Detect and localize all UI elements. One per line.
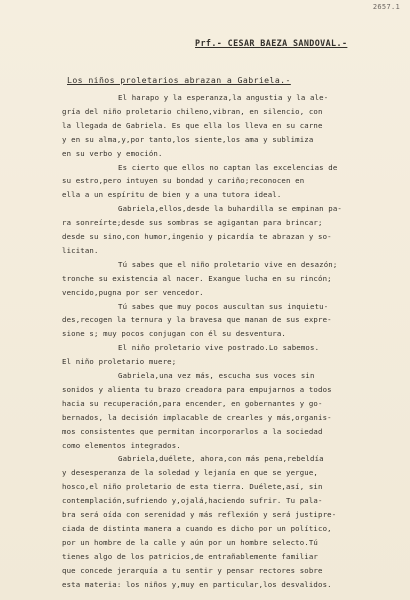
document-title: Los niños proletarios abrazan a Gabriela.- — [67, 75, 291, 85]
text-line: sione s; muy pocos conjugan con él su desventura. — [62, 329, 286, 339]
text-line: ciada de distinta manera a cuando es dicho por un político, — [62, 523, 332, 533]
text-line: desde su sino,con humor,ingenio y picardía te abrazan y so- — [62, 232, 332, 241]
text-line: hacia su recuperación,para encender, en gobernantes y go- — [62, 398, 323, 408]
text-line: por un hombre de la calle y aún por un hombre selecto.Tú — [62, 537, 318, 547]
text-line: ra sonreírte;desde sus sombras se agigantan para brincar; — [62, 218, 323, 228]
author-heading: Prf.- CESAR BAEZA SANDOVAL.- — [195, 38, 348, 48]
text-line: Gabriela,una vez más, escucha sus voces sin — [118, 371, 315, 380]
text-line: licitan. — [62, 245, 99, 255]
text-line: y en su alma,y,por tanto,los siente,los ama y sublimiza — [62, 134, 314, 144]
text-line: El harapo y la esperanza,la angustia y la ale- — [118, 93, 329, 102]
text-line: que concede jerarquía a tu sentir y pensar rectores sobre — [62, 565, 323, 575]
text-line: hosco,el niño proletario de esta tierra. Duélete,así, sin — [62, 482, 323, 492]
text-line: Gabriela,ellos,desde la buhardilla se empinan pa- — [118, 204, 342, 214]
text-line: El niño proletario vive postrado.Lo sabemos. — [118, 343, 320, 353]
text-line: en su verbo y emoción. — [62, 148, 163, 158]
text-line: des,recogen la ternura y la bravesa que manan de sus expre- — [62, 315, 332, 325]
text-line: su estro,pero intuyen su bondad y cariño;reconocen en — [62, 176, 305, 186]
text-line: gría del niño proletario chileno,vibran, en silencio, con — [62, 106, 323, 116]
text-line: vencido,pugna por ser vencedor. — [62, 287, 204, 297]
text-line: bra será oída con serenidad y más reflexión y será justipre- — [62, 510, 337, 519]
text-line: Gabriela,duélete, ahora,con más pena,rebeldía — [118, 454, 324, 464]
text-line: bernados, la decisión implacable de crearles y más,organis- — [62, 412, 332, 422]
text-line: Tú sabes que muy pocos auscultan sus inquietu- — [118, 301, 329, 311]
text-line: sonidos y alienta tu brazo creadora para empujarnos a todos — [62, 384, 332, 394]
text-line: y desesperanza de la soledad y lejanía en que se yergue, — [62, 468, 318, 478]
page-folio-number: 2657.1 — [372, 3, 400, 11]
text-line: tronche su existencia al nacer. Exangue lucha en su rincón; — [62, 273, 332, 283]
text-line: ella a un espíritu de bien y a una tutora ideal. — [62, 190, 282, 200]
text-line: El niño proletario muere; — [62, 357, 177, 367]
text-line: esta materia: los niños y,muy en particular,los desvalidos. — [62, 579, 332, 589]
text-line: la llegada de Gabriela. Es que ella los lleva en su carne — [62, 120, 323, 130]
text-line: mos consistentes que permitan incorporarlos a la sociedad — [62, 426, 323, 436]
text-line: contemplación,sufriendo y,ojalá,haciendo sufrir. Tu pala- — [62, 496, 323, 506]
text-line: Es cierto que ellos no captan las excelencias de — [118, 162, 338, 172]
text-line: como elementos integrados. — [62, 440, 181, 450]
text-line: Tú sabes que el niño proletario vive en desazón; — [118, 259, 338, 269]
text-line: tienes algo de los patricios,de entrañablemente familiar — [62, 551, 318, 561]
